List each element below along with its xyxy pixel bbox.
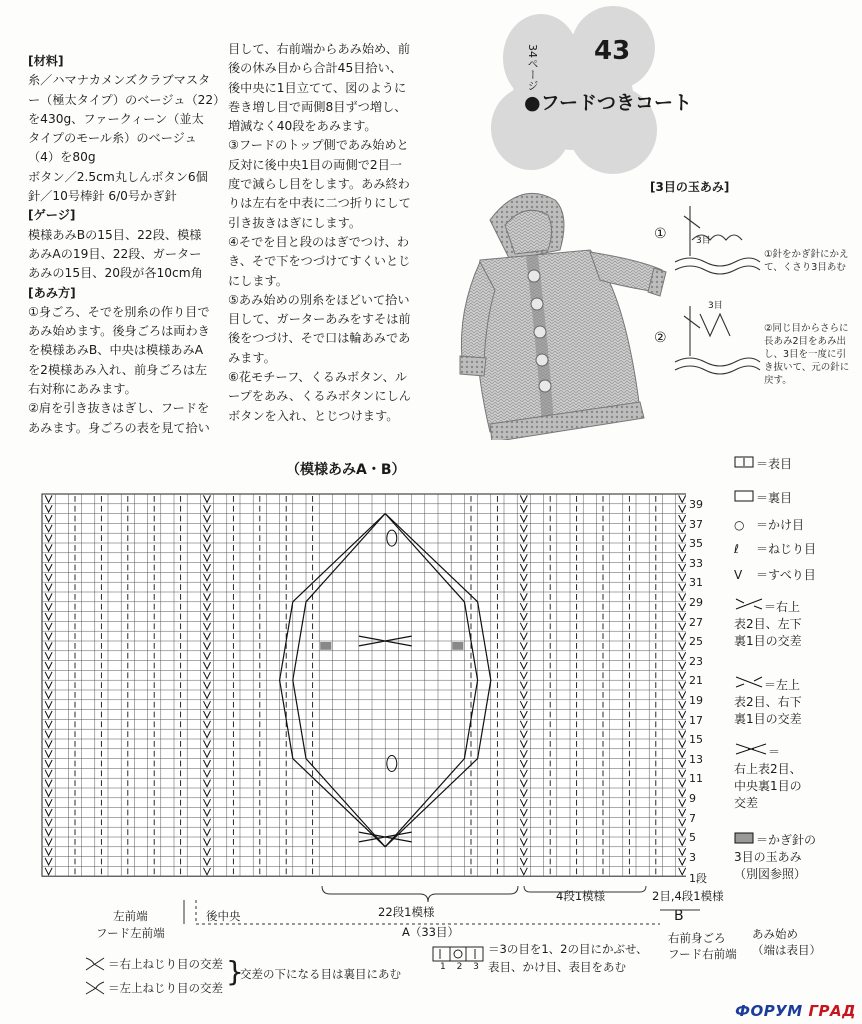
row-number: 17 <box>689 713 703 727</box>
bobble-diagram <box>670 196 765 386</box>
method-continued-line: 引き抜きはぎにします。 <box>228 215 362 230</box>
row-number: 21 <box>689 674 703 688</box>
pattern-chart-grid <box>36 484 686 894</box>
label-a: A（33目） <box>402 925 459 939</box>
method-continued-line: 巻き増し目で両側8目ずつ増し、 <box>228 99 407 114</box>
bobble-note-line: ①針をかぎ針にかえ <box>764 249 849 260</box>
row-number: 5 <box>689 831 696 845</box>
method-continued-line: 後中央に1目立てて、図のように <box>228 80 407 95</box>
label-repeat-4: 4段1模様 <box>556 889 606 903</box>
legend-item <box>734 567 816 584</box>
bobble-title: [3目の玉あみ] <box>650 180 730 194</box>
bobble-note-line: て、くさり3目あむ <box>764 262 846 273</box>
method-continued-line: ボタンを入れ、とじつけます。 <box>228 408 399 423</box>
row-number: 9 <box>689 792 696 805</box>
row-number: 33 <box>689 556 703 570</box>
twist-right-symbol <box>84 956 106 972</box>
legend-item <box>734 597 802 650</box>
legend-text: ＝すべり目 <box>756 568 816 582</box>
legend-text: 表2目、右下 <box>734 695 802 709</box>
materials-text <box>28 71 225 206</box>
pattern-title: ●フードつきコート <box>524 92 693 114</box>
bobble-note-line: 長あみ2目をあみ出 <box>764 336 847 347</box>
label-repeat-22: 22段1模様 <box>378 905 435 919</box>
bobble-note-line: し、3目を一度に引 <box>764 349 847 360</box>
legend-symbol-hatch <box>734 832 756 849</box>
legend-item <box>734 541 816 558</box>
legend-text: （別図参照） <box>734 867 807 881</box>
materials-line: を430g、ファークィーン（並太 <box>28 111 204 126</box>
gauge-line: あみAの19目、22段、ガーター <box>28 246 202 261</box>
legend-text: 交差 <box>734 796 759 810</box>
method-continued-line: 反対に後中央1目の両側で2目一 <box>228 157 402 172</box>
method-line: 右対称にあみます。 <box>28 382 137 397</box>
row-number: 37 <box>689 517 703 531</box>
three-stitch-text <box>488 940 648 976</box>
legend-text: ＝かけ目 <box>756 518 805 532</box>
materials-line: 針／10号棒針 6/0号かぎ針 <box>28 189 177 204</box>
row-number: 25 <box>689 635 703 649</box>
chart-frame <box>42 494 686 876</box>
bobble-mark <box>320 642 331 650</box>
legend-symbol-V: V <box>734 568 743 582</box>
three-stitch-text-line1: ＝3の目を1、2の目にかぶせ、 <box>488 942 648 956</box>
watermark-logo <box>735 1002 856 1020</box>
legend-item <box>734 832 816 883</box>
method-continued-line: ④そでを目と段のはぎでつけ、わ <box>228 234 410 249</box>
label-back-center: 後中央 <box>206 909 241 923</box>
chart-title: （模様あみA・B） <box>286 462 406 478</box>
label-right-front-line1: 右前身ごろ <box>668 931 726 945</box>
method-text-continued <box>228 40 411 426</box>
legend-symbol-cross-right <box>734 597 764 616</box>
method-continued-line: 増減なく40段をあみます。 <box>228 119 377 134</box>
method-continued-line: ③フードのトップ側であみ始めと <box>228 138 409 153</box>
method-continued-line: ープをあみ、くるみボタンにしん <box>228 389 411 404</box>
method-line: ②肩を引き抜きはぎし、フードを <box>28 401 210 416</box>
method-continued-line: りは左右を中表に二つ折りにして <box>228 196 411 211</box>
legend-text: ＝表目 <box>756 457 793 471</box>
bobble-note-line: き抜いて、元の針に <box>764 362 850 373</box>
legend-text: ＝かぎ針の <box>756 833 817 847</box>
row-number: 1段 <box>689 872 707 886</box>
legend-item <box>734 675 802 728</box>
row-number: 3 <box>689 850 696 864</box>
twist-brace: } <box>226 955 244 988</box>
twist-left-symbol <box>84 980 106 996</box>
gauge-line: 模様あみBの15目、22段、模様 <box>28 227 202 242</box>
row-number: 11 <box>689 772 703 786</box>
label-b: B <box>674 908 684 924</box>
gauge-line: あみの15目、20段が各10cm角 <box>28 266 203 281</box>
legend-symbol-x: ○ <box>734 518 745 532</box>
instructions-middle-column <box>228 40 411 426</box>
legend-symbol-x: ℓ <box>734 542 739 556</box>
bobble-mark <box>452 642 463 650</box>
twist-right-text: ＝右上ねじり目の交差 <box>108 957 223 971</box>
gauge-heading: [ゲージ] <box>28 208 76 223</box>
bobble-note-line: 戻す。 <box>764 375 792 386</box>
row-number: 35 <box>689 537 703 551</box>
method-continued-line: 目して、ガーターあみをすそは前 <box>228 312 411 327</box>
legend-text: 裏1目の交差 <box>734 634 802 648</box>
method-line: あみ始めます。後身ごろは両わき <box>28 324 210 339</box>
materials-heading: [材料] <box>28 54 64 68</box>
row-number: 31 <box>689 576 703 590</box>
label-cast-on-line1: あみ始め <box>752 927 798 941</box>
label-right-front-line2: フード右前端 <box>668 947 737 961</box>
instructions-left-column <box>28 52 225 438</box>
materials-line: （4）を80g <box>28 150 96 165</box>
legend-text: ＝裏目 <box>756 491 793 505</box>
method-continued-line: き、そで下をつづけてすくいとじ <box>228 254 411 269</box>
legend-item <box>734 456 792 473</box>
legend-item <box>734 490 792 507</box>
method-continued-line: 目して、右前端からあみ始め、前 <box>228 42 411 56</box>
method-heading: [あみ方] <box>28 285 76 300</box>
label-left-front-line2: フード左前端 <box>96 926 165 940</box>
three-stitch-numbers: 1 2 3 <box>440 962 483 972</box>
bobble-step2-number: ② <box>654 330 667 346</box>
legend-item <box>734 517 804 534</box>
label-cast-on-line2: （端は表目） <box>752 943 821 957</box>
bobble-3me-label-1: 3目 <box>696 236 711 246</box>
legend-text: ＝ねじり目 <box>756 542 817 556</box>
bobble-step1-note <box>764 248 849 274</box>
legend-item <box>734 742 802 812</box>
legend-symbol-x <box>734 490 756 507</box>
legend-symbol-x <box>734 456 756 473</box>
row-number: 13 <box>689 752 703 766</box>
row-number: 39 <box>689 498 703 511</box>
materials-line: タイプのモール糸）のベージュ <box>28 131 197 146</box>
pattern-number: 43 <box>594 36 631 66</box>
legend-text: 裏1目の交差 <box>734 712 802 726</box>
bobble-step2-note <box>764 322 849 387</box>
legend-text: 3目の玉あみ <box>734 850 802 864</box>
row-number: 23 <box>689 654 703 668</box>
row-number: 19 <box>689 694 703 707</box>
bobble-3me-label-2: 3目 <box>708 301 723 311</box>
twist-note: 交差の下になる目は裏目にあむ <box>240 967 401 981</box>
legend-text: ＝ <box>768 745 781 759</box>
row-number: 7 <box>689 811 696 825</box>
method-line: を2模様あみ入れ、前身ごろは左 <box>28 362 208 377</box>
materials-line: 糸／ハマナカメンズクラブマスタ <box>28 73 211 88</box>
method-continued-line: にします。 <box>228 273 288 288</box>
bobble-note-line: ②同じ目からさらに <box>764 323 849 334</box>
row-number: 15 <box>689 733 703 747</box>
materials-line: ー（極太タイプ）のベージュ（22） <box>28 92 226 107</box>
twist-left-text: ＝左上ねじり目の交差 <box>108 981 223 995</box>
page-reference: 34ページ <box>526 44 539 91</box>
legend-symbol-cross-left <box>734 675 764 694</box>
chart-bottom-brackets <box>0 880 862 950</box>
legend-symbol-cross-center <box>734 742 768 761</box>
method-line: ①身ごろ、そでを別糸の作り目で <box>28 304 210 319</box>
gauge-text <box>28 226 225 284</box>
bobble-step1-number: ① <box>654 226 667 242</box>
legend-text: ＝左上 <box>764 678 801 692</box>
method-continued-line: ⑥花モチーフ、くるみボタン、ル <box>228 370 407 385</box>
method-line: を模様あみB、中央は模様あみA <box>28 343 204 358</box>
label-stitch-2-4: 2目,4段1模様 <box>652 889 724 903</box>
legend-text: 中央裏1目の <box>734 779 802 793</box>
label-left-front-line1: 左前端 <box>113 909 148 923</box>
method-text <box>28 303 225 438</box>
method-continued-line: 後の休み目から合計45目拾い、 <box>228 61 402 76</box>
watermark-part1: ФОРУМ <box>735 1002 809 1020</box>
hooded-coat-illustration <box>450 180 670 440</box>
three-stitch-text-line2: 表目、かけ目、表目をあむ <box>488 960 626 974</box>
materials-line: ボタン／2.5cm丸しんボタン6個 <box>28 169 208 184</box>
method-continued-line: 後をつづけ、そで口は輪あみであ <box>228 331 411 346</box>
method-continued-line: ⑤あみ始めの別糸をほどいて拾い <box>228 292 410 307</box>
method-continued-line: みます。 <box>228 350 276 365</box>
watermark-part2: ГРАД <box>808 1002 856 1020</box>
row-number: 27 <box>689 615 703 629</box>
method-line: あみます。身ごろの表を見て拾い <box>28 420 210 435</box>
legend-text: 右上表2目、 <box>734 762 802 776</box>
row-number: 29 <box>689 596 703 609</box>
legend-text: ＝右上 <box>764 600 801 614</box>
legend-text: 表2目、左下 <box>734 617 802 631</box>
method-continued-line: 度で減らし目をします。あみ終わ <box>228 177 410 192</box>
